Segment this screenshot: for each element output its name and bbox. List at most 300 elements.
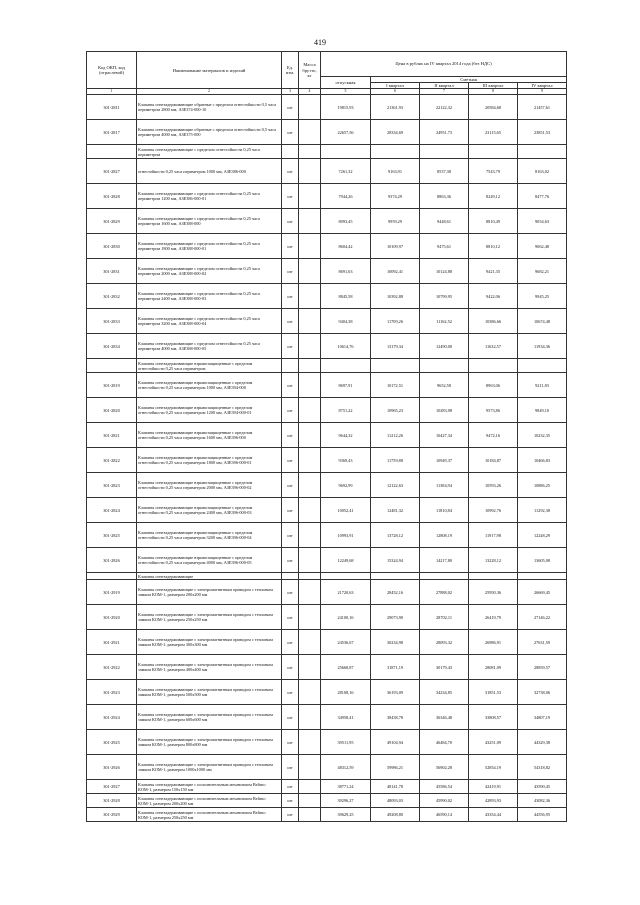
row-mass [299,730,321,755]
table-row [87,580,567,605]
row-wholesale-price: 39629,25 [321,808,371,822]
row-price-q4: 21457,61 [518,95,567,120]
row-price-q3: 11917,98 [469,523,518,548]
row-mass [299,630,321,655]
row-price-q4: 11934,36 [518,334,567,359]
row-wholesale-price: 7944,26 [321,184,371,209]
table-row [87,309,567,334]
row-wholesale-price: 38771,24 [321,780,371,794]
row-price-q2: 11810,84 [420,498,469,523]
row-unit: шт [282,630,299,655]
header-wholesale: отпускная [321,77,371,89]
row-price-q3 [469,145,518,159]
row-mass [299,423,321,448]
row-name: Клапаны огнезадерживающие взрывозащищенные с пределом огнестойкости 0,25 часа периметром 1000 мм, АЗЕ394-000 [137,373,282,398]
row-price-q1: 59986,21 [371,755,420,780]
row-code [87,359,137,373]
table-row [87,398,567,423]
row-price-q3: 10386,66 [469,309,518,334]
row-mass [299,498,321,523]
row-price-q2: 46590,14 [420,808,469,822]
row-wholesale-price: 10052,41 [321,498,371,523]
table-row [87,630,567,655]
row-code: 301-2922 [87,655,137,680]
row-mass [299,159,321,184]
row-name: Клапаны огнезадерживающие с электромагнитным приводом с тепловым замком КОМ-1, размером 200x200 мм [137,580,282,605]
row-code: 301-2824 [87,498,137,523]
row-price-q4: 8477,76 [518,184,567,209]
row-price-q1: 13179,34 [371,334,420,359]
row-name: Клапаны огнезадерживающие с электромагнитным приводом с тепловым замком КОМ-1, размером 400x400 мм [137,655,282,680]
row-mass [299,655,321,680]
table-row [87,145,567,159]
header-q4: IV квартал [518,83,567,89]
row-code: 301-2829 [87,209,137,234]
row-mass [299,145,321,159]
table-row [87,605,567,630]
column-number: 6 [371,89,420,95]
row-price-q3: 11632,57 [469,334,518,359]
row-wholesale-price: 7261,32 [321,159,371,184]
row-price-q4: 10886,25 [518,473,567,498]
row-name: Клапаны огнезадерживающие взрывозащищенные с пределом огнестойкости 0,25 часа периметром 1800 мм, АЗЕ396-000-01 [137,448,282,473]
row-name: Клапаны огнезадерживающие с электромагнитным приводом с тепловым замком КОМ-1, размером 600x600 мм [137,705,282,730]
row-unit: шт [282,780,299,794]
row-code: 301-2825 [87,523,137,548]
row-code: 301-2827 [87,159,137,184]
page-number: 419 [314,38,326,47]
row-price-q1 [371,573,420,580]
header-q3: III квартал [469,83,518,89]
row-name: Клапаны огнезадерживающие взрывозащищенные с пределом огнестойкости 0,25 часа периметром 1200 мм, АЗЕ394-000-01 [137,398,282,423]
row-wholesale-price: 9369,43 [321,448,371,473]
row-wholesale-price: 8691,63 [321,259,371,284]
row-code: 301-2831 [87,259,137,284]
row-price-q3: 9421,35 [469,259,518,284]
table-row [87,808,567,822]
row-mass [299,794,321,808]
row-mass [299,573,321,580]
row-code: 301-2821 [87,423,137,448]
row-name: Клапаны огнезадерживающие обратные с пределом огнестойкости 0,5 часа периметром 2800 мм, АЗЕ374-000-10 [137,95,282,120]
row-price-q1: 48093,03 [371,794,420,808]
row-code: 301-2823 [87,473,137,498]
row-mass [299,209,321,234]
row-price-q1: 28334,69 [371,120,420,145]
row-price-q2 [420,359,469,373]
header-mass: Масса брутто, кг [299,52,321,89]
row-code: 301-2817 [87,120,137,145]
row-price-q3: 9573,86 [469,398,518,423]
row-unit: шт [282,95,299,120]
row-price-q1: 12481,32 [371,498,420,523]
header-code: Код ОКП, код (отраслевой) [87,52,137,89]
row-price-q1 [371,145,420,159]
row-mass [299,398,321,423]
table-row [87,120,567,145]
row-wholesale-price: 28108,16 [321,680,371,705]
row-name: Клапаны огнезадерживающие с электромагнитным приводом с тепловым замком КОМ-1, размером 500x500 мм [137,680,282,705]
row-wholesale-price: 9692,99 [321,473,371,498]
row-mass [299,359,321,373]
row-code: 301-2920 [87,605,137,630]
row-price-q2: 12490,00 [420,334,469,359]
row-wholesale-price: 8751,22 [321,398,371,423]
row-code: 301-2925 [87,730,137,755]
row-name: Клапаны огнезадерживающие с пределом огнестойкости 0,25 часа периметром 2400 мм, АЗЕ388-000-03 [137,284,282,309]
row-price-q3: 9422,06 [469,284,518,309]
table-row [87,548,567,573]
row-unit [282,359,299,373]
row-name: Клапаны огнезадерживающие взрывозащищенные с пределом огнестойкости 0,25 часа периметром 2400 мм, АЗЕ396-000-03 [137,498,282,523]
row-code: 301-2926 [87,755,137,780]
row-name: Клапаны огнезадерживающие с пределом огнестойкости 0,25 часа периметром 2000 мм, АЗЕ388-000-02 [137,259,282,284]
row-price-q1: 10172,51 [371,373,420,398]
row-price-q1: 12122,63 [371,473,420,498]
row-code: 301-2927 [87,780,137,794]
row-name: Клапаны огнезадерживающие обратные с пределом огнестойкости 0,5 часа периметром 4000 мм, АЗЕ375-000 [137,120,282,145]
row-code: 301-2830 [87,234,137,259]
row-price-q3: 23115,65 [469,120,518,145]
row-price-q1: 30234,98 [371,630,420,655]
table-row [87,473,567,498]
row-unit: шт [282,794,299,808]
row-mass [299,755,321,780]
row-name: Клапаны огнезадерживающие с пределом огнестойкости 0,25 часа периметром 1800 мм, АЗЕ388-000-01 [137,234,282,259]
row-price-q1: 9163,91 [371,159,420,184]
row-mass [299,780,321,794]
row-price-q3: 8810,12 [469,234,518,259]
row-unit: шт [282,730,299,755]
table-body [87,95,567,822]
row-price-q2: 45586,54 [420,780,469,794]
row-price-q4: 9682,21 [518,259,567,284]
row-unit: шт [282,259,299,284]
row-wholesale-price: 12249,68 [321,548,371,573]
header-q1: I квартал [371,83,420,89]
row-name: Клапаны огнезадерживающие с пределом огнестойкости 0,25 часа периметром 3200 мм, АЗЕ388-000-04 [137,309,282,334]
row-mass [299,373,321,398]
row-mass [299,120,321,145]
row-price-q1: 13728,12 [371,523,420,548]
header-name: Наименование материалов и изделий [137,52,282,89]
table-row [87,284,567,309]
row-code: 301-2919 [87,580,137,605]
row-price-q1: 29073,90 [371,605,420,630]
row-price-q1: 49208,80 [371,808,420,822]
table-row [87,159,567,184]
column-number: 2 [137,89,282,95]
row-price-q2: 9448,61 [420,209,469,234]
row-name: Клапаны огнезадерживающие взрывозащищенные с пределом огнестойкости 0,25 часа периметром [137,359,282,373]
column-number: 4 [299,89,321,95]
row-price-q3: 33808,57 [469,705,518,730]
table-row [87,184,567,209]
table-row [87,359,567,373]
row-price-q4: 13605,08 [518,548,567,573]
row-price-q3: 10593,26 [469,473,518,498]
row-unit: шт [282,523,299,548]
table-row [87,755,567,780]
row-name: Клапаны огнезадерживающие с исполнительным механизмом Belimo КОМ-1, размером 250x250 мм [137,808,282,822]
row-code: 301-2834 [87,334,137,359]
row-price-q2: 8863,36 [420,184,469,209]
row-wholesale-price: 39511,95 [321,730,371,755]
row-price-q3: 25950,36 [469,580,518,605]
row-unit: шт [282,120,299,145]
row-price-q1: 15324,94 [371,548,420,573]
row-price-q1: 11709,26 [371,309,420,334]
row-price-q3 [469,359,518,373]
row-unit: шт [282,655,299,680]
table-row [87,209,567,234]
row-price-q3: 20584,68 [469,95,518,120]
row-unit: шт [282,234,299,259]
row-code: 301-2819 [87,373,137,398]
table-row [87,730,567,755]
row-price-q1: 9374,29 [371,184,420,209]
column-number: 8 [469,89,518,95]
row-mass [299,523,321,548]
row-price-q4: 9062,48 [518,234,567,259]
row-price-q3 [469,573,518,580]
row-price-q2: 10283,98 [420,398,469,423]
row-name: Клапаны огнезадерживающие взрывозащищенные с пределом огнестойкости 0,25 часа периметром 3200 мм, АЗЕ396-000-04 [137,523,282,548]
row-name: Клапаны огнезадерживающие с пределом огнестойкости 0,25 часа периметром [137,145,282,159]
row-price-q3: 31851,53 [469,680,518,705]
row-price-q4: 9945,25 [518,284,567,309]
row-price-q1: 21361,93 [371,95,420,120]
row-price-q3: 42893,93 [469,794,518,808]
table-row [87,523,567,548]
row-code: 301-2820 [87,398,137,423]
row-name: Клапаны огнезадерживающие с пределом огнестойкости 0,25 часа периметром 1200 мм, АЗЕ386-000-01 [137,184,282,209]
row-price-q4: 27631,59 [518,630,567,655]
row-price-q3: 43251,09 [469,730,518,755]
column-number: 9 [518,89,567,95]
row-price-q4: 23851,53 [518,120,567,145]
table-row [87,95,567,120]
row-code [87,573,137,580]
row-price-q2: 8537,38 [420,159,469,184]
row-price-q3: 13228,12 [469,548,518,573]
row-price-q2: 12808,19 [420,523,469,548]
row-price-q1: 49104,94 [371,730,420,755]
row-price-q1: 38438,78 [371,705,420,730]
row-price-q4: 28859,57 [518,655,567,680]
row-price-q3: 10184,87 [469,448,518,473]
row-price-q4 [518,359,567,373]
row-price-q1: 10392,88 [371,284,420,309]
row-unit: шт [282,755,299,780]
row-price-q2: 10124,88 [420,259,469,284]
row-price-q2: 36346,48 [420,705,469,730]
row-price-q2: 11162,52 [420,309,469,334]
row-price-q1: 10092,41 [371,259,420,284]
row-price-q3: 10992,76 [469,498,518,523]
row-mass [299,580,321,605]
row-price-q3: 8963,06 [469,373,518,398]
row-name: Клапаны огнезадерживающие с электромагнитным приводом с тепловым замком КОМ-1, размером 300x300 мм [137,630,282,655]
table-row [87,334,567,359]
row-mass [299,95,321,120]
row-unit: шт [282,808,299,822]
table-row [87,373,567,398]
row-price-q2: 22122,32 [420,95,469,120]
row-price-q1: 36193,09 [371,680,420,705]
row-unit: шт [282,309,299,334]
row-price-q4: 10232,35 [518,423,567,448]
table-header [87,52,567,95]
table-row [87,498,567,523]
row-price-q4: 54318,82 [518,755,567,780]
row-price-q3: 8249,12 [469,184,518,209]
price-table-sheet [86,51,566,822]
row-price-q2: 9652,58 [420,373,469,398]
table-row [87,705,567,730]
row-price-q4: 8163,02 [518,159,567,184]
row-price-q3: 8810,49 [469,209,518,234]
row-price-q4: 11292,38 [518,498,567,523]
row-code: 301-2826 [87,548,137,573]
row-price-q4: 9054,63 [518,209,567,234]
row-price-q3: 42419,91 [469,780,518,794]
column-number: 5 [321,89,371,95]
row-price-q4: 27146,22 [518,605,567,630]
row-code: 301-2822 [87,448,137,473]
row-wholesale-price: 10614,76 [321,334,371,359]
row-unit: шт [282,184,299,209]
row-name: Клапаны огнезадерживающие с электромагнитным приводом с тепловым замком КОМ-1, размером 800x800 мм [137,730,282,755]
row-price-q3: 28081,09 [469,655,518,680]
row-price-q4: 9211,83 [518,373,567,398]
row-mass [299,234,321,259]
row-unit: шт [282,373,299,398]
row-mass [299,309,321,334]
row-wholesale-price: 39296,27 [321,794,371,808]
row-unit: шт [282,423,299,448]
row-price-q4: 9849,10 [518,398,567,423]
row-price-q1: 11212,26 [371,423,420,448]
row-price-q1 [371,359,420,373]
row-wholesale-price: 25668,87 [321,655,371,680]
row-wholesale-price: 8604,42 [321,234,371,259]
row-code [87,145,137,159]
row-price-q2: 28093,32 [420,630,469,655]
row-mass [299,334,321,359]
column-number: 3 [282,89,299,95]
row-unit: шт [282,605,299,630]
row-name: Клапаны огнезадерживающие взрывозащищенные с пределом огнестойкости 0,25 часа периметром 1600 мм, АЗЕ396-000 [137,423,282,448]
row-price-q2: 10427,34 [420,423,469,448]
row-price-q2: 10799,95 [420,284,469,309]
row-code: 301-2833 [87,309,137,334]
row-price-q4: 26669,45 [518,580,567,605]
row-code: 301-2923 [87,680,137,705]
row-unit: шт [282,473,299,498]
row-mass [299,705,321,730]
row-unit: шт [282,334,299,359]
table-row [87,655,567,680]
row-price-q2: 11384,94 [420,473,469,498]
row-price-q2: 28702,11 [420,605,469,630]
row-wholesale-price: 24536,67 [321,630,371,655]
row-unit: шт [282,159,299,184]
row-price-q4: 43590,45 [518,780,567,794]
row-price-q3: 26986,91 [469,630,518,655]
row-mass [299,184,321,209]
row-wholesale-price: 8093,45 [321,209,371,234]
row-name: Клапаны огнезадерживающие с электромагнитным приводом с тепловым замком КОМ-1, размером 250x250 мм [137,605,282,630]
row-wholesale-price [321,145,371,159]
table-row [87,234,567,259]
row-name: огнестойкости 0,25 часа периметром 1000 мм, АЗЕ386-000 [137,159,282,184]
row-price-q4: 32738,06 [518,680,567,705]
row-mass [299,548,321,573]
row-wholesale-price [321,573,371,580]
row-wholesale-price: 19815,93 [321,95,371,120]
row-mass [299,284,321,309]
row-mass [299,448,321,473]
row-unit: шт [282,209,299,234]
row-wholesale-price: 22657,56 [321,120,371,145]
header-q2: II квартал [420,83,469,89]
table-row [87,259,567,284]
row-code: 301-2929 [87,808,137,822]
row-price-q4: 10674,48 [518,309,567,334]
header-unit: Ед. изм. [282,52,299,89]
row-name: Клапаны огнезадерживающие с исполнительным механизмом Belimo КОМ-1, размером 200x200 мм [137,794,282,808]
row-price-q4: 12248,29 [518,523,567,548]
row-unit [282,145,299,159]
row-price-q2: 56902,28 [420,755,469,780]
row-name: Клапаны огнезадерживающие взрывозащищенные с пределом огнестойкости 0,25 часа периметром 4000 мм, АЗЕ396-000-05 [137,548,282,573]
row-price-q2: 10949,37 [420,448,469,473]
table-row [87,448,567,473]
row-code: 301-2832 [87,284,137,309]
row-code: 301-2828 [87,184,137,209]
row-price-q4: 43082,36 [518,794,567,808]
row-code: 301-2928 [87,794,137,808]
row-price-q2: 9475,61 [420,234,469,259]
row-unit: шт [282,705,299,730]
row-name: Клапаны огнезадерживающие [137,573,282,580]
row-wholesale-price [321,359,371,373]
row-price-q4: 10466,83 [518,448,567,473]
row-name: Клапаны огнезадерживающие взрывозащищенные с пределом огнестойкости 0,25 часа периметром 2000 мм, АЗЕ396-000-02 [137,473,282,498]
row-unit [282,573,299,580]
row-unit: шт [282,284,299,309]
table-row [87,680,567,705]
table-row [87,573,567,580]
row-unit: шт [282,580,299,605]
row-mass [299,259,321,284]
row-price-q3: 7543,79 [469,159,518,184]
row-unit: шт [282,398,299,423]
row-mass [299,473,321,498]
row-wholesale-price: 34958,41 [321,705,371,730]
row-name: Клапаны огнезадерживающие с пределом огнестойкости 0,25 часа периметром 4000 мм, АЗЕ388-000-05 [137,334,282,359]
row-unit: шт [282,448,299,473]
row-price-q3: 43354,44 [469,808,518,822]
header-estimate: Сметная [371,77,567,83]
row-price-q3: 52854,19 [469,755,518,780]
row-mass [299,605,321,630]
row-code: 301-2921 [87,630,137,655]
row-wholesale-price: 8697,91 [321,373,371,398]
row-price-q3: 9472,16 [469,423,518,448]
row-mass [299,680,321,705]
